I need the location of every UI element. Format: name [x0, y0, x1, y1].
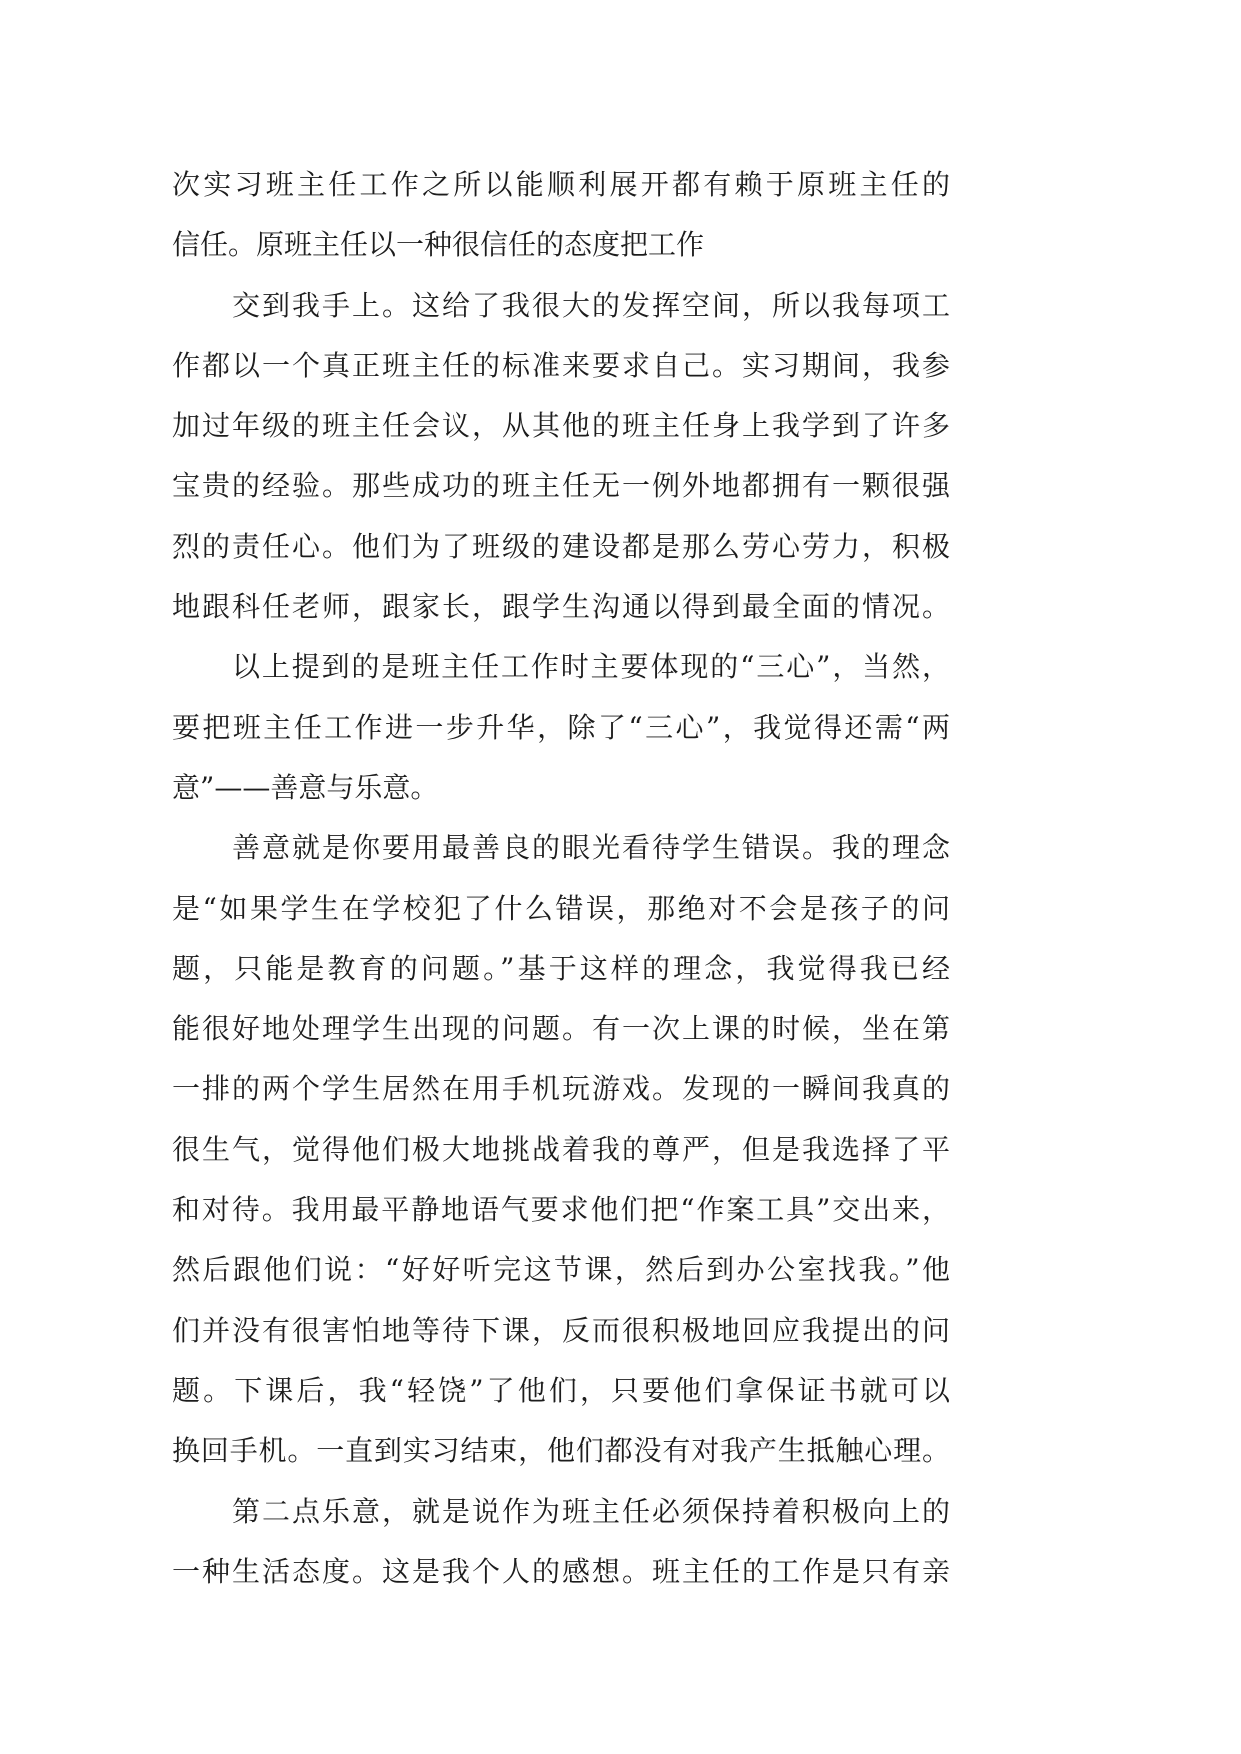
text-line: 题，只能是教育的问题。”基于这样的理念，我觉得我已经: [172, 951, 950, 985]
text-line: 烈的责任心。他们为了班级的建设都是那么劳心劳力，积极: [172, 529, 950, 563]
text-line: 题。下课后，我“轻饶”了他们，只要他们拿保证书就可以: [172, 1373, 950, 1407]
text-line: 作都以一个真正班主任的标准来要求自己。实习期间，我参: [172, 348, 950, 382]
text-line: 换回手机。一直到实习结束，他们都没有对我产生抵触心理。: [172, 1434, 950, 1468]
paragraph-4: [172, 818, 950, 1481]
text-line: 要把班主任工作进一步升华，除了“三心”，我觉得还需“两: [172, 710, 950, 744]
text-line: 信任。原班主任以一种很信任的态度把工作: [172, 228, 705, 262]
text-line: 一种生活态度。这是我个人的感想。班主任的工作是只有亲: [172, 1554, 950, 1588]
paragraph-3: [172, 637, 950, 818]
text-line: 以上提到的是班主任工作时主要体现的“三心”，当然，: [232, 650, 950, 684]
text-line: 宝贵的经验。那些成功的班主任无一例外地都拥有一颗很强: [172, 469, 950, 503]
text-line: 次实习班主任工作之所以能顺利展开都有赖于原班主任的: [172, 168, 950, 201]
paragraph-2: [172, 276, 950, 638]
text-line: 是“如果学生在学校犯了什么错误，那绝对不会是孩子的问: [172, 891, 950, 925]
text-line: 地跟科任老师，跟家长，跟学生沟通以得到最全面的情况。: [172, 590, 950, 624]
text-line: 意”——善意与乐意。: [172, 770, 439, 804]
paragraph-5: [172, 1482, 950, 1603]
text-line: 交到我手上。这给了我很大的发挥空间，所以我每项工: [232, 288, 950, 322]
text-line: 加过年级的班主任会议，从其他的班主任身上我学到了许多: [172, 409, 950, 443]
text-line: 然后跟他们说：“好好听完这节课，然后到办公室找我。”他: [172, 1253, 950, 1287]
text-line: 能很好地处理学生出现的问题。有一次上课的时候，坐在第: [172, 1012, 950, 1046]
text-line: 善意就是你要用最善良的眼光看待学生错误。我的理念: [232, 831, 950, 865]
paragraph-1: [172, 155, 950, 276]
text-line: 和对待。我用最平静地语气要求他们把“作案工具”交出来，: [172, 1193, 950, 1227]
document-body: [172, 155, 950, 1602]
text-line: 第二点乐意，就是说作为班主任必须保持着积极向上的: [232, 1494, 950, 1528]
text-line: 们并没有很害怕地等待下课，反而很积极地回应我提出的问: [172, 1313, 950, 1347]
text-line: 很生气，觉得他们极大地挑战着我的尊严，但是我选择了平: [172, 1132, 950, 1166]
text-line: 一排的两个学生居然在用手机玩游戏。发现的一瞬间我真的: [172, 1072, 950, 1106]
